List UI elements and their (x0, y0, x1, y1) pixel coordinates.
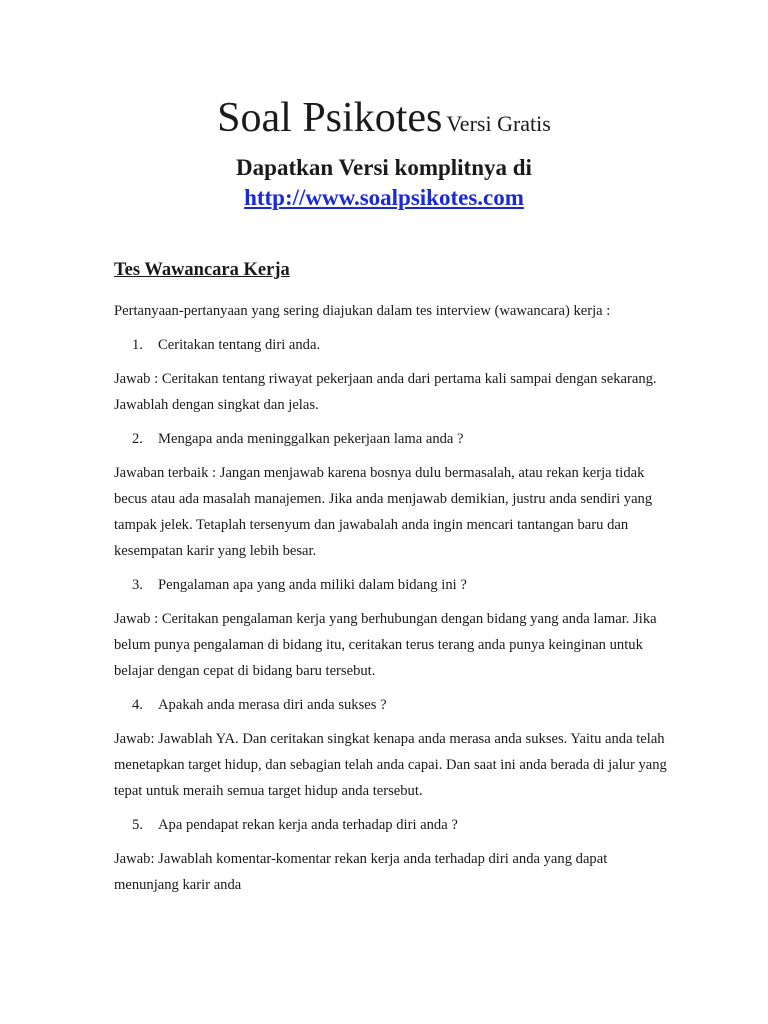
question-item (114, 426, 674, 452)
answer-paragraph: Jawab : Ceritakan pengalaman kerja yang berhubungan dengan bidang yang anda lamar. Jika belum punya pengalaman di bidang itu, ceritakan terus terang anda punya keinginan untuk belajar dengan cepat di bidang baru tersebut. (114, 611, 657, 679)
question-number: 5. (132, 817, 143, 833)
question-item (114, 812, 674, 838)
document-header (0, 92, 768, 213)
question-item (114, 572, 674, 598)
title-sub: Versi Gratis (446, 111, 551, 136)
question-text: Pengalaman apa yang anda miliki dalam bidang ini ? (158, 577, 467, 593)
question-item (114, 332, 674, 358)
section-heading: Tes Wawancara Kerja (114, 260, 290, 280)
subtitle: Dapatkan Versi komplitnya di (236, 155, 532, 180)
answer-paragraph: Jawab: Jawablah YA. Dan ceritakan singkat kenapa anda merasa anda sukses. Yaitu anda telah menetapkan target hidup, dan sebagian telah anda capai. Dan saat ini anda berada di jalur yang tepat untuk meraih semua target hidup anda tersebut. (114, 731, 667, 799)
question-number: 2. (132, 431, 143, 447)
answer-paragraph: Jawab : Ceritakan tentang riwayat pekerjaan anda dari pertama kali sampai dengan sekarang. Jawablah dengan singkat dan jelas. (114, 371, 657, 413)
question-number: 1. (132, 337, 143, 353)
question-text: Apakah anda merasa diri anda sukses ? (158, 697, 387, 713)
question-text: Apa pendapat rekan kerja anda terhadap diri anda ? (158, 817, 458, 833)
question-text: Ceritakan tentang diri anda. (158, 337, 321, 353)
document-title (0, 92, 768, 153)
answer-paragraph: Jawaban terbaik : Jangan menjawab karena bosnya dulu bermasalah, atau rekan kerja tidak becus atau ada masalah manajemen. Jika anda menjawab demikian, justru anda sendiri yang tampak jelek. Tetaplah tersenyum dan jawabalah anda ingin mencari tantangan baru dan kesempatan karir yang lebih besar. (114, 465, 653, 559)
answer-paragraph: Jawab: Jawablah komentar-komentar rekan kerja anda terhadap diri anda yang dapat menunjang karir anda (114, 851, 608, 893)
title-main: Soal Psikotes (217, 95, 443, 141)
question-number: 4. (132, 697, 143, 713)
website-link[interactable]: http://www.soalpsikotes.com (244, 185, 524, 210)
question-text: Mengapa anda meninggalkan pekerjaan lama anda ? (158, 431, 464, 447)
document-body (114, 258, 674, 906)
intro-paragraph: Pertanyaan-pertanyaan yang sering diajukan dalam tes interview (wawancara) kerja : (114, 303, 611, 319)
question-number: 3. (132, 577, 143, 593)
question-item (114, 692, 674, 718)
